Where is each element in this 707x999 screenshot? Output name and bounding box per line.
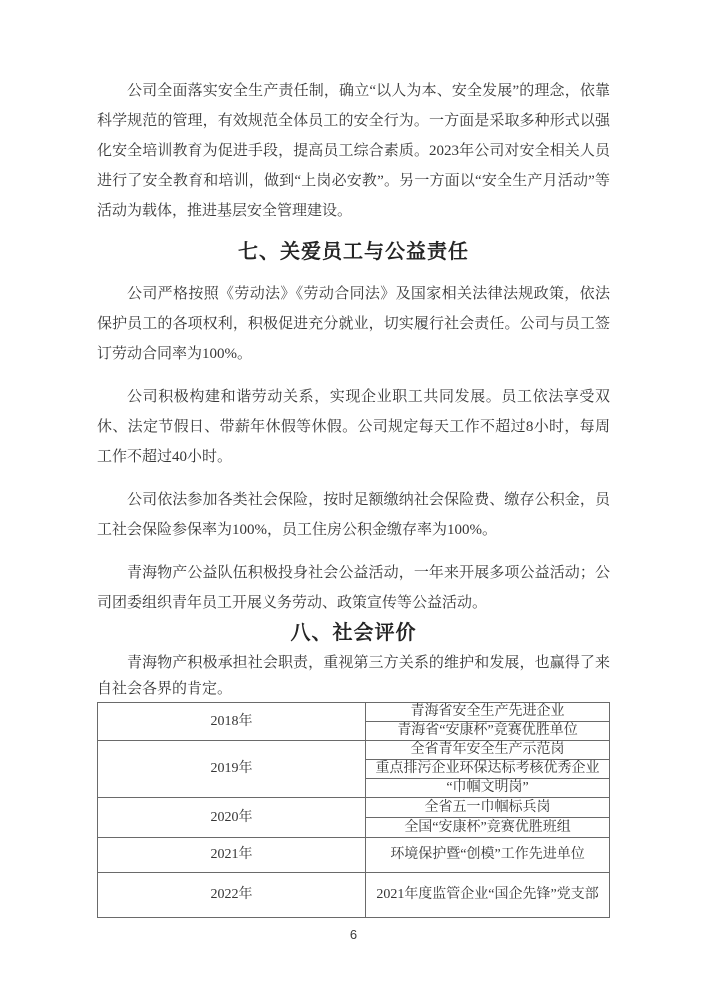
year-cell: 2019年: [98, 741, 366, 798]
paragraph-labor-law: 公司严格按照《劳动法》《劳动合同法》及国家相关法律法规政策，依法保护员工的各项权利，积极促进充分就业，切实履行社会责任。公司与员工签订劳动合同率为100%。: [97, 286, 610, 362]
award-cell: 青海省安全生产先进企业: [366, 703, 610, 722]
page-number: 6: [349, 927, 358, 942]
table-row: [98, 703, 610, 722]
award-cell: “巾帼文明岗”: [366, 779, 610, 798]
awards-table: [97, 702, 610, 918]
table-row: [98, 838, 610, 873]
table-row: [98, 873, 610, 918]
paragraph-social-insurance: 公司依法参加各类社会保险，按时足额缴纳社会保险费、缴存公积金，员工社会保险参保率为100%，员工住房公积金缴存率为100%。: [97, 492, 610, 538]
table-row: [98, 741, 610, 760]
year-cell: 2018年: [98, 703, 366, 741]
paragraph-labor-relations: 公司积极构建和谐劳动关系，实现企业职工共同发展。员工依法享受双休、法定节假日、带薪年休假等休假。公司规定每天工作不超过8小时，每周工作不超过40小时。: [97, 389, 610, 465]
section-8-heading: 八、社会评价: [290, 622, 417, 644]
award-cell: 重点排污企业环保达标考核优秀企业: [366, 760, 610, 779]
year-cell: 2021年: [98, 838, 366, 873]
award-cell: 全省五一巾帼标兵岗: [366, 798, 610, 818]
table-row: [98, 798, 610, 818]
year-cell: 2020年: [98, 798, 366, 838]
section-7-heading: 七、关爱员工与公益责任: [238, 241, 469, 263]
award-cell: 青海省“安康杯”竞赛优胜单位: [366, 722, 610, 741]
year-cell: 2022年: [98, 873, 366, 918]
paragraph-public-welfare: 青海物产公益队伍积极投身社会公益活动，一年来开展多项公益活动；公司团委组织青年员工开展义务劳动、政策宣传等公益活动。: [97, 565, 610, 611]
award-cell: 全国“安康杯”竞赛优胜班组: [366, 818, 610, 838]
award-cell: 全省青年安全生产示范岗: [366, 741, 610, 760]
award-cell: 2021年度监管企业“国企先锋”党支部: [366, 873, 610, 918]
award-cell: 环境保护暨“创模”工作先进单位: [366, 838, 610, 873]
paragraph-safety-responsibility: 公司全面落实安全生产责任制，确立“以人为本、安全发展”的理念，依靠科学规范的管理，有效规范全体员工的安全行为。一方面是采取多种形式以强化安全培训教育为促进手段，提高员工综合素质。2023年公司对安全相关人员进行了安全教育和培训，做到“上岗必安教”。另一方面以“安全生产月活动”等活动为载体，推进基层安全管理建设。: [97, 83, 610, 219]
paragraph-social-evaluation: 青海物产积极承担社会职责，重视第三方关系的维护和发展，也赢得了来自社会各界的肯定。: [97, 655, 610, 697]
